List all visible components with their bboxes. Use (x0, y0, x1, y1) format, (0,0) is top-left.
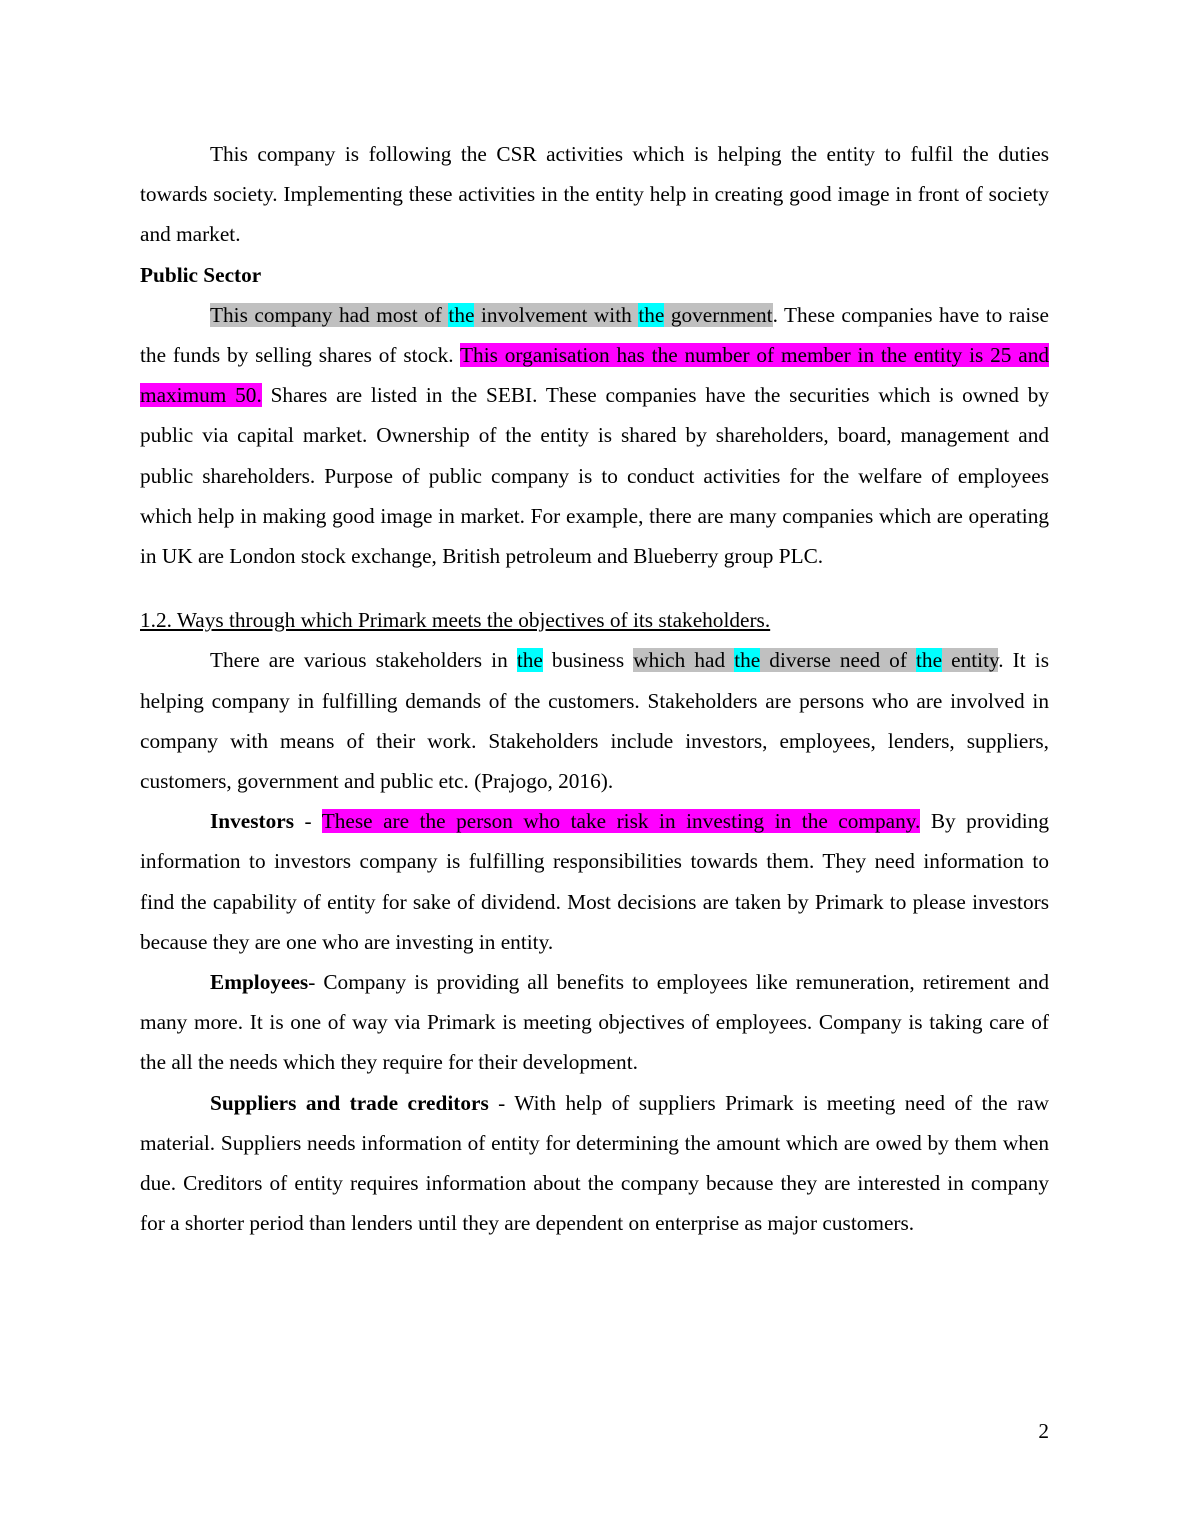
paragraph-stakeholders (140, 640, 1049, 801)
text-run: Shares are listed in the SEBI. These companies have the securities which is owned by public via capital market. Ownership of the entity is shared by shareholders, board, management and public shareholders. Purpose of public company is to conduct activities for the welfare of employees which help in making good image in market. For example, there are many companies which are operating in UK are London stock exchange, British petroleum and Blueberry group PLC. (140, 383, 1049, 569)
text-run: involvement with (474, 302, 639, 327)
paragraph-csr: This company is following the CSR activities which is helping the entity to fulfil the duties towards society. Implementing these activities in the entity help in creating good image in front of society and market. (140, 142, 1049, 247)
grey-highlight (633, 648, 998, 672)
paragraph-employees (140, 962, 1049, 1083)
text-run: By providing information to investors company is fulfilling responsibilities towards them. They need information to find the capability of entity for sake of dividend. Most decisions are taken by Primark to please investors because they are one who are investing in entity. (140, 809, 1049, 954)
text-run: There are various stakeholders in (210, 648, 517, 673)
paragraph-suppliers (140, 1083, 1049, 1244)
cyan-highlight: the (516, 648, 543, 673)
magenta-highlight: This organisation has the number of member in the entity is 25 and maximum 50. (140, 343, 1049, 408)
text-run: . It is helping company in fulfilling demands of the customers. Stakeholders are persons who are involved in company with means of their work. Stakeholders include investors, employees, lenders, suppliers, customers, government and public etc. (Prajogo, 2016). (140, 648, 1049, 794)
grey-highlight (210, 303, 773, 327)
section-title: 1.2. Ways through which Primark meets the objectives of its stakeholders. (140, 608, 771, 633)
text-run: - (294, 809, 322, 834)
text-run: - Company is providing all benefits to employees like remuneration, retirement and many more. It is one of way via Primark is meeting objectives of employees. Company is taking care of the all the needs which they require for their development. (140, 970, 1049, 1075)
heading-public-sector: Public Sector (140, 262, 262, 287)
cyan-highlight: the (638, 302, 665, 327)
text-run: - With help of suppliers Primark is meeting need of the raw material. Suppliers needs information of entity for determining the amount which are owed by them when due. Creditors of entity requires information about the company because they are interested in company for a shorter period than lenders until they are dependent on enterprise as major customers. (140, 1090, 1049, 1236)
investors-label: Investors (210, 809, 295, 834)
cyan-highlight: the (734, 648, 761, 673)
suppliers-label: Suppliers and trade creditors (210, 1090, 489, 1115)
text-run: diverse need of (760, 648, 917, 673)
page-number: 2 (1038, 1419, 1049, 1443)
cyan-highlight: the (448, 302, 475, 327)
text-run: which had (633, 648, 735, 673)
text-run: This company had most of (210, 302, 449, 327)
cyan-highlight: the (916, 648, 943, 673)
magenta-highlight: These are the person who take risk in investing in the company. (321, 809, 921, 834)
employees-label: Employees (210, 970, 309, 995)
text-run: government (664, 302, 773, 327)
document-page (140, 134, 1049, 1243)
text-run: entity (942, 648, 999, 673)
paragraph-public-sector (140, 295, 1049, 576)
text-run: . These companies have to raise the funds by selling shares of stock. (140, 302, 1049, 368)
text-run: business (542, 648, 634, 673)
paragraph-investors (140, 801, 1049, 962)
